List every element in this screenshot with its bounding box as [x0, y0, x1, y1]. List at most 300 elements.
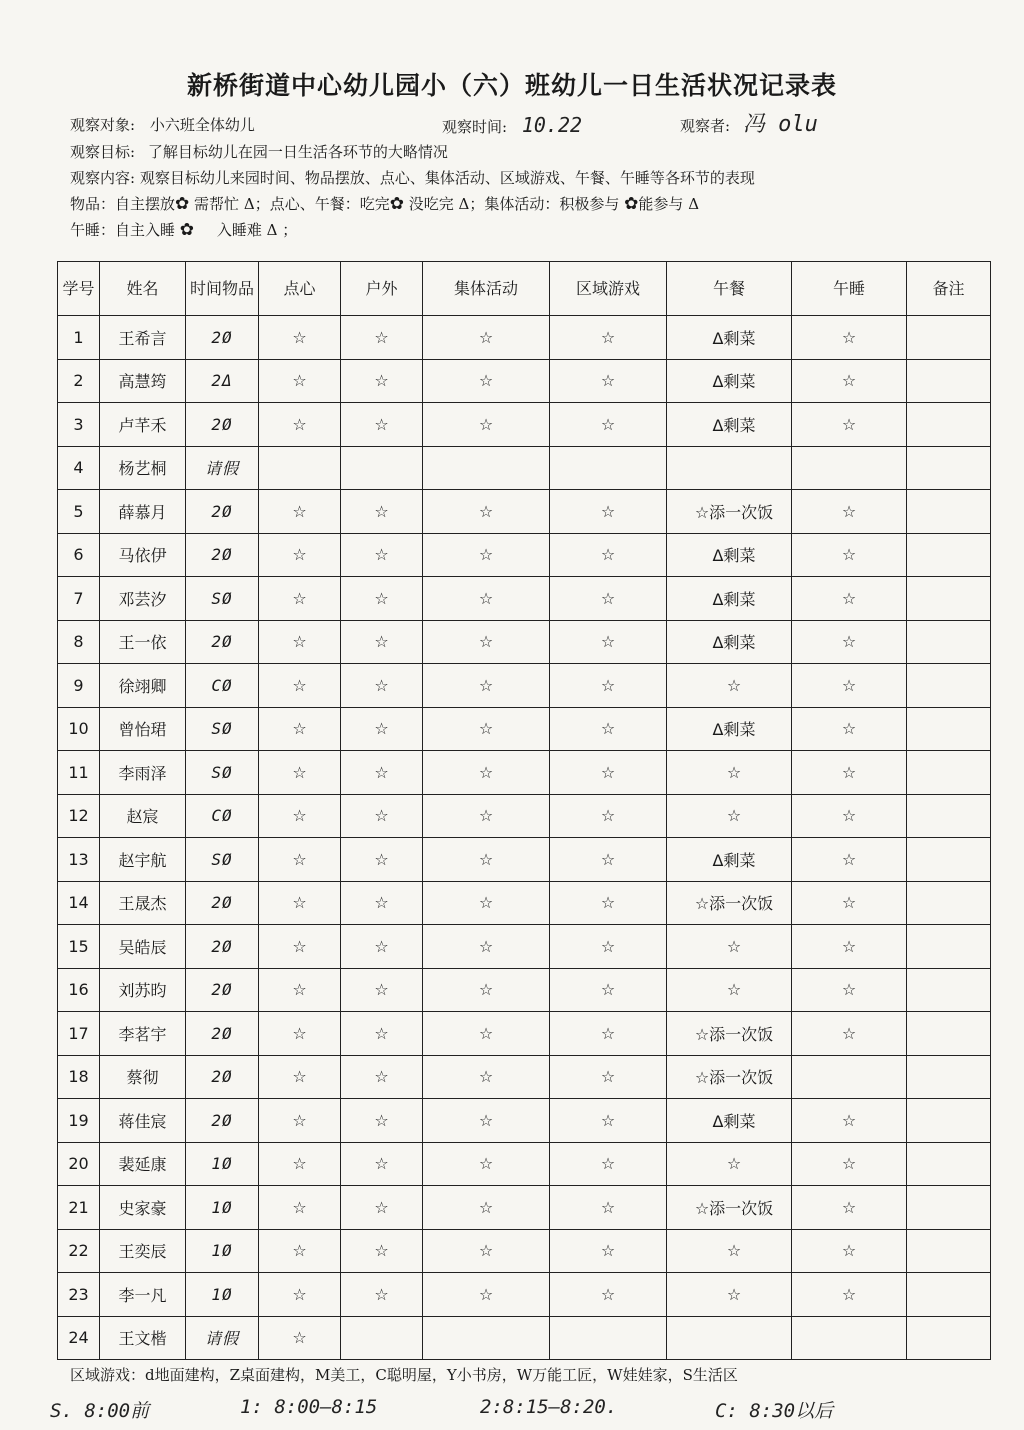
area-game-cell: ☆ [550, 359, 667, 403]
group-activity-cell: ☆ [423, 664, 550, 708]
outdoor-cell: ☆ [341, 1273, 423, 1317]
student-no-cell: 16 [58, 968, 100, 1012]
nap-cell: ☆ [792, 316, 907, 360]
nap-cell: ☆ [792, 968, 907, 1012]
group-activity-cell: ☆ [423, 1099, 550, 1143]
student-no-cell: 15 [58, 925, 100, 969]
object-value: 小六班全体幼儿 [149, 116, 255, 134]
nap-cell: ☆ [792, 1273, 907, 1317]
snack-cell: ☆ [259, 403, 341, 447]
nap-cell: ☆ [792, 881, 907, 925]
snack-cell: ☆ [259, 1099, 341, 1143]
table-row [58, 838, 991, 882]
table-row [58, 794, 991, 838]
lunch-cell: Δ剩菜 [667, 359, 792, 403]
legend-text: 物品：自主摆放 [70, 195, 176, 213]
group-activity-cell: ☆ [423, 751, 550, 795]
student-name-cell: 王希言 [100, 316, 186, 360]
time-value: 10.22 [521, 113, 583, 137]
legend-text: ；集体活动：积极参与 [469, 195, 620, 213]
lunch-cell: ☆ [667, 664, 792, 708]
group-activity-cell: ☆ [423, 838, 550, 882]
student-no-cell: 19 [58, 1099, 100, 1143]
content-label: 观察内容: [70, 169, 136, 187]
time-label: 观察时间: [442, 118, 508, 136]
student-no-cell: 18 [58, 1055, 100, 1099]
outdoor-cell [341, 446, 423, 490]
group-activity-cell: ☆ [423, 316, 550, 360]
legend-text: 能参与 [638, 195, 684, 213]
lunch-cell: ☆ [667, 794, 792, 838]
legend-line-1 [70, 194, 699, 214]
outdoor-cell: ☆ [341, 838, 423, 882]
outdoor-cell: ☆ [341, 533, 423, 577]
arrival-cell: SØ [186, 577, 259, 621]
nap-cell: ☆ [792, 490, 907, 534]
arrival-cell: 请假 [186, 1316, 259, 1360]
snack-cell: ☆ [259, 1229, 341, 1273]
student-no-cell: 1 [58, 316, 100, 360]
student-name-cell: 曾怡珺 [100, 707, 186, 751]
student-name-cell: 赵宸 [100, 794, 186, 838]
area-game-cell: ☆ [550, 1012, 667, 1056]
nap-cell: ☆ [792, 403, 907, 447]
group-activity-cell: ☆ [423, 1012, 550, 1056]
student-no-cell: 23 [58, 1273, 100, 1317]
outdoor-cell: ☆ [341, 1186, 423, 1230]
area-game-cell [550, 446, 667, 490]
arrival-cell: 2Ø [186, 490, 259, 534]
group-activity-cell: ☆ [423, 533, 550, 577]
header-area-game: 区域游戏 [550, 262, 667, 316]
observation-goal [70, 142, 448, 162]
arrival-cell: 1Ø [186, 1229, 259, 1273]
delta-icon: Δ [458, 195, 470, 213]
group-activity-cell: ☆ [423, 707, 550, 751]
observer [680, 112, 818, 137]
outdoor-cell: ☆ [341, 359, 423, 403]
table-row [58, 533, 991, 577]
legend-text: 午睡：自主入睡 [70, 221, 176, 239]
table-row [58, 1142, 991, 1186]
group-activity-cell: ☆ [423, 1055, 550, 1099]
table-row [58, 403, 991, 447]
snack-cell: ☆ [259, 707, 341, 751]
area-game-cell: ☆ [550, 533, 667, 577]
lunch-cell: ☆ [667, 1229, 792, 1273]
table-row [58, 1012, 991, 1056]
snack-cell: ☆ [259, 316, 341, 360]
content-value: 观察目标幼儿来园时间、物品摆放、点心、集体活动、区域游戏、午餐、午睡等各环节的表现 [139, 169, 755, 187]
nap-cell: ☆ [792, 1229, 907, 1273]
nap-cell: ☆ [792, 1142, 907, 1186]
star-icon: ✿ [624, 194, 639, 214]
snack-cell: ☆ [259, 838, 341, 882]
remarks-cell [907, 1316, 991, 1360]
student-name-cell: 王文楷 [100, 1316, 186, 1360]
outdoor-cell: ☆ [341, 707, 423, 751]
outdoor-cell: ☆ [341, 751, 423, 795]
group-activity-cell [423, 1316, 550, 1360]
remarks-cell [907, 1273, 991, 1317]
group-activity-cell: ☆ [423, 490, 550, 534]
lunch-cell: Δ剩菜 [667, 707, 792, 751]
student-no-cell: 3 [58, 403, 100, 447]
student-no-cell: 12 [58, 794, 100, 838]
lunch-cell: ☆ [667, 968, 792, 1012]
student-name-cell: 王一依 [100, 620, 186, 664]
lunch-cell: Δ剩菜 [667, 533, 792, 577]
area-game-legend: 区域游戏：d地面建构，Z桌面建构，M美工，C聪明屋，Y小书房，W万能工匠，W娃娃家，S生活区 [70, 1366, 738, 1384]
area-game-cell: ☆ [550, 925, 667, 969]
outdoor-cell [341, 1316, 423, 1360]
remarks-cell [907, 359, 991, 403]
student-no-cell: 14 [58, 881, 100, 925]
table-row [58, 664, 991, 708]
group-activity-cell: ☆ [423, 1229, 550, 1273]
arrival-cell: SØ [186, 838, 259, 882]
snack-cell: ☆ [259, 794, 341, 838]
area-game-cell: ☆ [550, 794, 667, 838]
table-row [58, 1099, 991, 1143]
snack-cell: ☆ [259, 1316, 341, 1360]
arrival-cell: 2Ø [186, 1012, 259, 1056]
remarks-cell [907, 1055, 991, 1099]
outdoor-cell: ☆ [341, 1055, 423, 1099]
student-no-cell: 7 [58, 577, 100, 621]
student-no-cell: 4 [58, 446, 100, 490]
star-icon: ✿ [389, 194, 404, 214]
student-name-cell: 高慧筠 [100, 359, 186, 403]
student-name-cell: 徐翊卿 [100, 664, 186, 708]
legend-text: 需帮忙 [194, 195, 240, 213]
nap-cell [792, 446, 907, 490]
remarks-cell [907, 664, 991, 708]
group-activity-cell: ☆ [423, 925, 550, 969]
lunch-cell [667, 1316, 792, 1360]
snack-cell: ☆ [259, 1055, 341, 1099]
table-row [58, 968, 991, 1012]
remarks-cell [907, 794, 991, 838]
nap-cell: ☆ [792, 838, 907, 882]
table-row [58, 316, 991, 360]
nap-cell: ☆ [792, 577, 907, 621]
student-name-cell: 邓芸汐 [100, 577, 186, 621]
lunch-cell: ☆添一次饭 [667, 1055, 792, 1099]
student-no-cell: 2 [58, 359, 100, 403]
snack-cell: ☆ [259, 1142, 341, 1186]
area-game-cell: ☆ [550, 490, 667, 534]
snack-cell: ☆ [259, 968, 341, 1012]
observation-time [442, 115, 582, 137]
remarks-cell [907, 1099, 991, 1143]
arrival-cell: 2Δ [186, 359, 259, 403]
area-game-cell: ☆ [550, 1186, 667, 1230]
table-row [58, 925, 991, 969]
remarks-cell [907, 925, 991, 969]
record-table [57, 261, 991, 1360]
arrival-cell: SØ [186, 751, 259, 795]
lunch-cell: ☆添一次饭 [667, 1012, 792, 1056]
lunch-cell: Δ剩菜 [667, 1099, 792, 1143]
lunch-cell: ☆添一次饭 [667, 490, 792, 534]
snack-cell: ☆ [259, 490, 341, 534]
legend-text: ；点心、午餐：吃完 [254, 195, 390, 213]
area-game-cell: ☆ [550, 707, 667, 751]
header-outdoor: 户外 [341, 262, 423, 316]
lunch-cell: ☆添一次饭 [667, 881, 792, 925]
nap-cell: ☆ [792, 620, 907, 664]
observation-content [70, 168, 755, 188]
nap-cell: ☆ [792, 1099, 907, 1143]
student-no-cell: 24 [58, 1316, 100, 1360]
area-game-cell: ☆ [550, 838, 667, 882]
group-activity-cell: ☆ [423, 359, 550, 403]
table-row [58, 881, 991, 925]
area-game-cell: ☆ [550, 1055, 667, 1099]
area-game-cell: ☆ [550, 403, 667, 447]
area-game-cell: ☆ [550, 316, 667, 360]
nap-cell: ☆ [792, 664, 907, 708]
remarks-cell [907, 1142, 991, 1186]
group-activity-cell: ☆ [423, 1142, 550, 1186]
table-row [58, 1316, 991, 1360]
table-header-row [58, 262, 991, 316]
student-name-cell: 李一凡 [100, 1273, 186, 1317]
arrival-cell: 2Ø [186, 533, 259, 577]
outdoor-cell: ☆ [341, 577, 423, 621]
area-game-cell: ☆ [550, 664, 667, 708]
area-game-cell: ☆ [550, 968, 667, 1012]
delta-icon: Δ [243, 195, 255, 213]
outdoor-cell: ☆ [341, 968, 423, 1012]
observation-object [70, 115, 255, 135]
group-activity-cell: ☆ [423, 968, 550, 1012]
student-no-cell: 11 [58, 751, 100, 795]
arrival-cell: 2Ø [186, 881, 259, 925]
header-arrival: 时间物品 [186, 262, 259, 316]
snack-cell: ☆ [259, 881, 341, 925]
student-name-cell: 裴延康 [100, 1142, 186, 1186]
remarks-cell [907, 1186, 991, 1230]
nap-cell: ☆ [792, 751, 907, 795]
remarks-cell [907, 620, 991, 664]
lunch-cell: Δ剩菜 [667, 620, 792, 664]
arrival-cell: 1Ø [186, 1142, 259, 1186]
area-game-cell: ☆ [550, 1142, 667, 1186]
student-no-cell: 5 [58, 490, 100, 534]
star-icon: ✿ [175, 194, 190, 214]
arrival-cell: CØ [186, 794, 259, 838]
area-game-cell: ☆ [550, 1229, 667, 1273]
table-row [58, 751, 991, 795]
student-name-cell: 蒋佳宸 [100, 1099, 186, 1143]
delta-icon: Δ [266, 221, 278, 239]
lunch-cell: ☆添一次饭 [667, 1186, 792, 1230]
arrival-cell: SØ [186, 707, 259, 751]
area-game-cell [550, 1316, 667, 1360]
legend-text: ； [282, 221, 298, 239]
delta-icon: Δ [688, 195, 700, 213]
remarks-cell [907, 316, 991, 360]
legend-text: 没吃完 [408, 195, 454, 213]
nap-cell: ☆ [792, 533, 907, 577]
outdoor-cell: ☆ [341, 490, 423, 534]
outdoor-cell: ☆ [341, 403, 423, 447]
arrival-cell: 2Ø [186, 925, 259, 969]
remarks-cell [907, 707, 991, 751]
outdoor-cell: ☆ [341, 1229, 423, 1273]
student-name-cell: 王晟杰 [100, 881, 186, 925]
snack-cell: ☆ [259, 1186, 341, 1230]
table-row [58, 1055, 991, 1099]
snack-cell: ☆ [259, 620, 341, 664]
header-snack: 点心 [259, 262, 341, 316]
snack-cell: ☆ [259, 751, 341, 795]
arrival-cell: 2Ø [186, 968, 259, 1012]
snack-cell [259, 446, 341, 490]
student-name-cell: 李茗宇 [100, 1012, 186, 1056]
lunch-cell [667, 446, 792, 490]
time-code-2: 2:8:15—8:20. [480, 1396, 618, 1418]
snack-cell: ☆ [259, 925, 341, 969]
nap-cell: ☆ [792, 1186, 907, 1230]
snack-cell: ☆ [259, 664, 341, 708]
nap-cell: ☆ [792, 359, 907, 403]
nap-cell [792, 1316, 907, 1360]
goal-label: 观察目标: [70, 143, 136, 161]
table-row [58, 577, 991, 621]
remarks-cell [907, 838, 991, 882]
table-row [58, 1229, 991, 1273]
student-no-cell: 9 [58, 664, 100, 708]
area-game-cell: ☆ [550, 881, 667, 925]
student-name-cell: 刘苏昀 [100, 968, 186, 1012]
time-code-s: S. 8:00前 [50, 1400, 150, 1422]
header-remarks: 备注 [907, 262, 991, 316]
legend-text: 入睡难 [216, 221, 262, 239]
arrival-cell: 2Ø [186, 316, 259, 360]
outdoor-cell: ☆ [341, 316, 423, 360]
area-game-cell: ☆ [550, 1273, 667, 1317]
header-name: 姓名 [100, 262, 186, 316]
star-icon: ✿ [179, 220, 195, 240]
outdoor-cell: ☆ [341, 620, 423, 664]
arrival-cell: 2Ø [186, 620, 259, 664]
nap-cell: ☆ [792, 1012, 907, 1056]
outdoor-cell: ☆ [341, 794, 423, 838]
student-no-cell: 8 [58, 620, 100, 664]
outdoor-cell: ☆ [341, 925, 423, 969]
snack-cell: ☆ [259, 1273, 341, 1317]
snack-cell: ☆ [259, 1012, 341, 1056]
remarks-cell [907, 577, 991, 621]
student-name-cell: 史家豪 [100, 1186, 186, 1230]
nap-cell [792, 1055, 907, 1099]
table-row [58, 359, 991, 403]
observer-value: 冯 olu [742, 112, 818, 137]
arrival-cell: 2Ø [186, 1099, 259, 1143]
area-game-cell: ☆ [550, 751, 667, 795]
group-activity-cell [423, 446, 550, 490]
student-name-cell: 薛慕月 [100, 490, 186, 534]
group-activity-cell: ☆ [423, 577, 550, 621]
outdoor-cell: ☆ [341, 664, 423, 708]
arrival-cell: 1Ø [186, 1273, 259, 1317]
outdoor-cell: ☆ [341, 1012, 423, 1056]
header-nap: 午睡 [792, 262, 907, 316]
remarks-cell [907, 751, 991, 795]
group-activity-cell: ☆ [423, 794, 550, 838]
student-name-cell: 吴皓辰 [100, 925, 186, 969]
table-row [58, 620, 991, 664]
snack-cell: ☆ [259, 533, 341, 577]
arrival-cell: 2Ø [186, 1055, 259, 1099]
time-code-1: 1: 8:00—8:15 [240, 1396, 378, 1418]
remarks-cell [907, 881, 991, 925]
remarks-cell [907, 490, 991, 534]
student-no-cell: 10 [58, 707, 100, 751]
header-student-no: 学号 [58, 262, 100, 316]
group-activity-cell: ☆ [423, 881, 550, 925]
table-row [58, 1186, 991, 1230]
student-name-cell: 卢芊禾 [100, 403, 186, 447]
goal-value: 了解目标幼儿在园一日生活各环节的大略情况 [147, 143, 448, 161]
outdoor-cell: ☆ [341, 881, 423, 925]
remarks-cell [907, 446, 991, 490]
remarks-cell [907, 1229, 991, 1273]
arrival-cell: 1Ø [186, 1186, 259, 1230]
lunch-cell: ☆ [667, 751, 792, 795]
snack-cell: ☆ [259, 577, 341, 621]
lunch-cell: Δ剩菜 [667, 577, 792, 621]
student-name-cell: 马依伊 [100, 533, 186, 577]
arrival-cell: CØ [186, 664, 259, 708]
student-no-cell: 22 [58, 1229, 100, 1273]
nap-cell: ☆ [792, 707, 907, 751]
group-activity-cell: ☆ [423, 1273, 550, 1317]
lunch-cell: ☆ [667, 925, 792, 969]
outdoor-cell: ☆ [341, 1142, 423, 1186]
remarks-cell [907, 968, 991, 1012]
lunch-cell: ☆ [667, 1273, 792, 1317]
table-row [58, 1273, 991, 1317]
remarks-cell [907, 1012, 991, 1056]
time-code-c: C: 8:30以后 [715, 1400, 834, 1422]
group-activity-cell: ☆ [423, 403, 550, 447]
arrival-cell: 2Ø [186, 403, 259, 447]
page-title: 新桥街道中心幼儿园小（六）班幼儿一日生活状况记录表 [186, 71, 837, 100]
header-lunch: 午餐 [667, 262, 792, 316]
nap-cell: ☆ [792, 925, 907, 969]
area-game-cell: ☆ [550, 1099, 667, 1143]
area-game-cell: ☆ [550, 620, 667, 664]
group-activity-cell: ☆ [423, 1186, 550, 1230]
lunch-cell: Δ剩菜 [667, 838, 792, 882]
table-row [58, 490, 991, 534]
lunch-cell: ☆ [667, 1142, 792, 1186]
table-row [58, 707, 991, 751]
area-game-cell: ☆ [550, 577, 667, 621]
student-name-cell: 蔡彻 [100, 1055, 186, 1099]
remarks-cell [907, 533, 991, 577]
student-name-cell: 赵宇航 [100, 838, 186, 882]
student-name-cell: 杨艺桐 [100, 446, 186, 490]
observer-label: 观察者: [680, 117, 731, 135]
lunch-cell: Δ剩菜 [667, 403, 792, 447]
group-activity-cell: ☆ [423, 620, 550, 664]
table-row [58, 446, 991, 490]
